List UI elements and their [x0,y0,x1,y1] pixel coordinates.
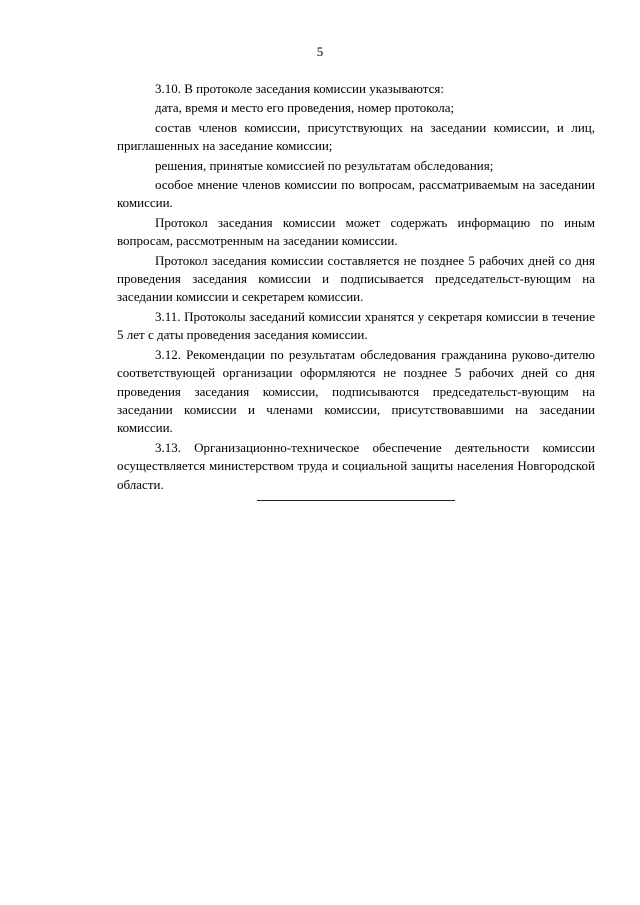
paragraph-3-12-recommendations: 3.12. Рекомендации по результатам обследования гражданина руково-дителю соответствующей организации оформляются не позднее 5 рабочих дней со дня проведения заседания комиссии, подписываются председательст-вующим на заседании комиссии и членами комиссии, присутствовавшими на заседании комиссии. [117,346,595,436]
document-body [117,80,595,494]
paragraph-date-time-place: дата, время и место его проведения, номер протокола; [155,100,455,116]
paragraph-dissenting-opinion: особое мнение членов комиссии по вопросам, рассматриваемым на заседании комиссии. [117,177,595,211]
paragraph-decisions: решения, принятые комиссией по результатам обследования; [155,157,494,173]
paragraph-3-11-storage: 3.11. Протоколы заседаний комиссии хранятся у секретаря комиссии в течение 5 лет с даты проведения заседания комиссии. [117,308,595,343]
page-number: 5 [316,44,324,59]
paragraph-protocol-deadline: Протокол заседания комиссии составляется не позднее 5 рабочих дней со дня проведения заседания комиссии и подписывается председательст-вующим на заседании комиссии и секретарем комиссии. [117,252,595,305]
paragraph-3-10-intro: 3.10. В протоколе заседания комиссии указываются: [155,81,444,96]
paragraph-other-questions: Протокол заседания комиссии может содержать информацию по иным вопросам, рассмотренным на заседании комиссии. [117,214,595,249]
paragraph-members-present: состав членов комиссии, присутствующих на заседании комиссии, и лиц, приглашенных на заседание комиссии; [117,119,595,154]
paragraph-3-13-support: 3.13. Организационно-техническое обеспечение деятельности комиссии осуществляется министерством труда и социальной защиты населения Новгородской области. [117,439,595,492]
end-divider-line [257,500,455,501]
